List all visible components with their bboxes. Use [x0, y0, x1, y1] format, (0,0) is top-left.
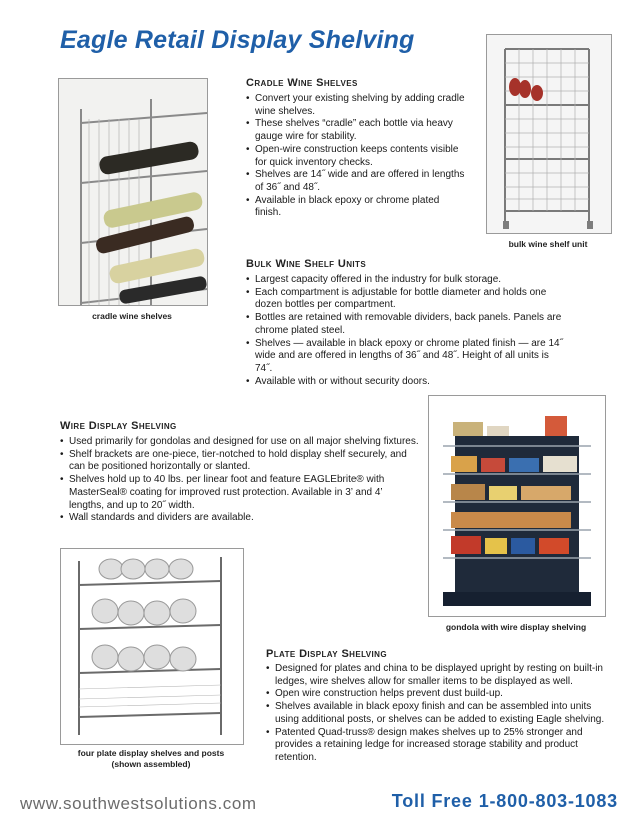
- wire-heading: Wire Display Shelving: [60, 420, 177, 432]
- gondola-caption: gondola with wire display shelving: [445, 622, 587, 632]
- list-item: • Shelves available in black epoxy finish and can be assembled into units using additional posts, or shelves can be added to existing Eagle shelving.: [266, 701, 612, 726]
- list-item: • Wall standards and dividers are available.: [60, 512, 420, 525]
- bulk-wine-photo: [486, 34, 612, 234]
- cradle-wine-caption: cradle wine shelves: [92, 311, 172, 321]
- plate-display-caption: [60, 748, 242, 770]
- gondola-photo: [428, 395, 606, 617]
- plate-bullets: [266, 663, 612, 765]
- list-item: • Shelves are 14˝ wide and are offered in lengths of 36˝ and 48˝.: [246, 169, 468, 194]
- page-title: Eagle Retail Display Shelving: [60, 26, 415, 54]
- list-item: • Patented Quad-truss® design makes shelves up to 25% stronger and provides a retaining ledge for increased storage stability and product retention.: [266, 727, 612, 765]
- toll-free-label: Toll Free: [391, 791, 473, 811]
- list-item: • These shelves “cradle” each bottle via heavy gauge wire for stability.: [246, 118, 468, 143]
- gondola-photo-icon: [429, 396, 605, 616]
- wine-rack-photo-icon: [59, 79, 207, 305]
- list-item: • Shelf brackets are one-piece, tier-notched to hold display shelf securely, and can be positioned horizontally or slanted.: [60, 449, 420, 474]
- bulk-heading: Bulk Wine Shelf Units: [246, 258, 367, 270]
- list-item: • Available in black epoxy or chrome plated finish.: [246, 195, 468, 220]
- list-item: • Used primarily for gondolas and designed for use on all major shelving fixtures.: [60, 436, 420, 449]
- cradle-heading: Cradle Wine Shelves: [246, 77, 358, 89]
- list-item: • Shelves hold up to 40 lbs. per linear foot and feature EAGLEbrite® with MasterSeal® coating for improved rust protection. Available in 3’ and 4’ lengths, and up to 20˝ width.: [60, 474, 420, 512]
- plate-shelf-photo-icon: [61, 549, 243, 744]
- cradle-wine-photo: [58, 78, 208, 306]
- plate-heading: Plate Display Shelving: [266, 648, 387, 660]
- list-item: • Convert your existing shelving by adding cradle wine shelves.: [246, 93, 468, 118]
- cradle-bullets: [246, 93, 468, 220]
- list-item: • Shelves — available in black epoxy or chrome plated finish — are 14˝ wide and are offered in lengths of 36˝ and 48˝. Height of all units is 74˝.: [246, 338, 564, 376]
- list-item: • Largest capacity offered in the industry for bulk storage.: [246, 274, 564, 287]
- list-item: • Open wire construction helps prevent dust build-up.: [266, 688, 612, 701]
- plate-caption-line1: four plate display shelves and posts: [77, 748, 225, 758]
- footer-website[interactable]: www.southwestsolutions.com: [20, 794, 257, 813]
- list-item: • Available with or without security doors.: [246, 376, 564, 389]
- bulk-bullets: [246, 274, 564, 388]
- list-item: • Designed for plates and china to be displayed upright by resting on built-in ledges, wire shelves allow for smaller items to be displayed as well.: [266, 663, 612, 688]
- footer-phone: [392, 791, 618, 812]
- plate-display-photo: [60, 548, 244, 745]
- list-item: • Open-wire construction keeps contents visible for quick inventory checks.: [246, 144, 468, 169]
- phone-number[interactable]: 1-800-803-1083: [478, 791, 618, 811]
- plate-caption-line2: (shown assembled): [111, 759, 191, 769]
- list-item: • Bottles are retained with removable dividers, back panels. Panels are chrome plated steel.: [246, 312, 564, 337]
- wire-shelf-unit-photo-icon: [487, 35, 611, 233]
- bulk-wine-caption: bulk wine shelf unit: [508, 239, 588, 249]
- list-item: • Each compartment is adjustable for bottle diameter and holds one dozen bottles per compartment.: [246, 287, 564, 312]
- wire-bullets: [60, 436, 420, 525]
